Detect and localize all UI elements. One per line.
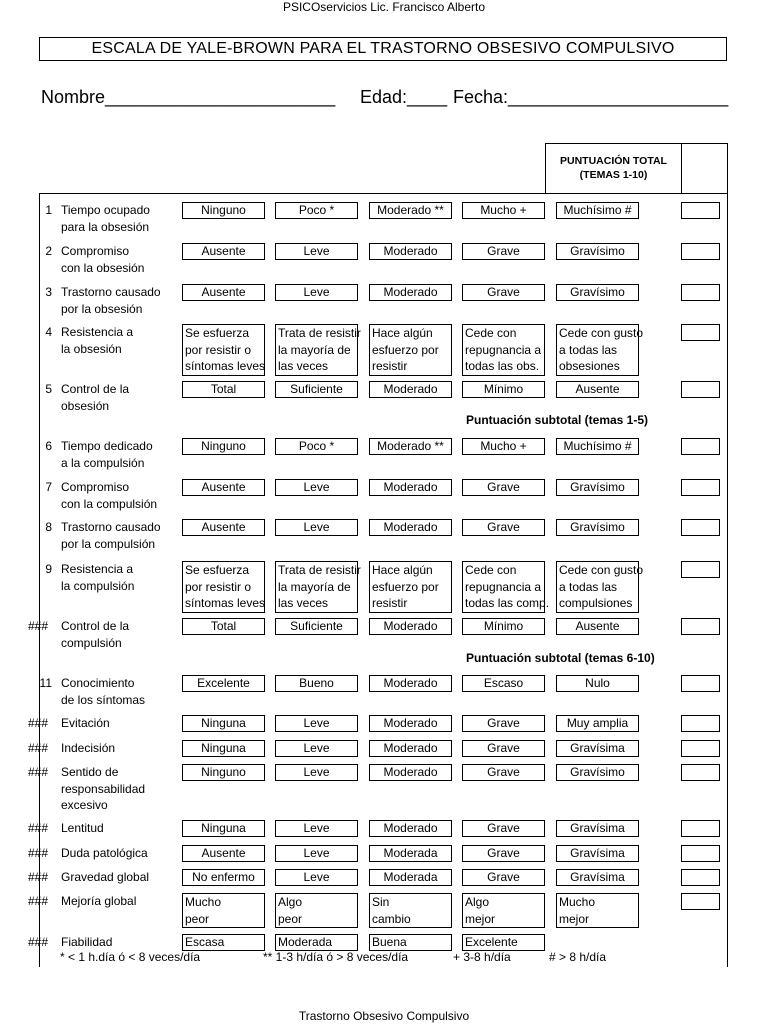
option-line: resistir [372, 359, 408, 373]
option-box[interactable]: Mucho + [462, 438, 545, 455]
option-box[interactable]: Moderada [369, 845, 452, 862]
option-box[interactable]: Ninguno [182, 764, 265, 781]
item-label-line: Resistencia a [61, 325, 134, 339]
item-label [61, 893, 179, 910]
item-label [61, 381, 179, 414]
option-line: a todas las [559, 342, 618, 357]
score-input-box[interactable] [681, 381, 720, 398]
option-box[interactable] [369, 893, 452, 928]
option-line: resistir [372, 596, 408, 610]
item-label-line: Lentitud [61, 821, 104, 835]
footnote-4: # > 8 h/día [549, 950, 607, 964]
option-box[interactable]: Nulo [556, 675, 639, 692]
item-label [61, 202, 179, 235]
option-line: Algo [278, 895, 303, 909]
score-input-box[interactable] [681, 869, 720, 886]
item-label-line: Control de la [61, 619, 130, 633]
option-line: Se esfuerza [185, 563, 250, 577]
option-box[interactable]: Ausente [182, 284, 265, 301]
score-input-box[interactable] [681, 519, 720, 536]
option-box[interactable] [275, 561, 361, 613]
item-label-line: Resistencia a [61, 562, 134, 576]
score-input-box[interactable] [681, 893, 720, 910]
option-box[interactable] [462, 893, 545, 928]
option-box[interactable]: Leve [275, 764, 358, 781]
option-line: repugnancia a [465, 342, 542, 357]
date-field[interactable]: Fecha:______________________ [453, 87, 729, 107]
score-input-box[interactable] [681, 715, 720, 732]
option-box[interactable]: Moderado [369, 820, 452, 837]
option-box[interactable]: Ninguna [182, 740, 265, 757]
item-label-line: Trastorno causado [61, 285, 161, 299]
item-number: ### [27, 765, 48, 779]
option-box[interactable]: Moderado ** [369, 202, 452, 219]
item-label-line: Tiempo ocupado [61, 203, 150, 217]
option-box[interactable]: Leve [275, 479, 358, 496]
subtotal-obsessions: Puntuación subtotal (temas 1-5) [466, 413, 649, 427]
option-box[interactable]: Grave [462, 715, 545, 732]
option-box[interactable]: Moderado [369, 381, 452, 398]
option-box[interactable]: Ninguno [182, 202, 265, 219]
option-box[interactable]: Moderado ** [369, 438, 452, 455]
option-box[interactable]: Moderada [275, 934, 358, 951]
option-line: Trata de resistir [278, 563, 361, 577]
option-box[interactable]: Suficiente [275, 618, 358, 635]
item-number: 9 [45, 562, 52, 576]
option-box[interactable]: Mínimo [462, 618, 545, 635]
option-line: todas las obs. [465, 359, 540, 373]
item-number: 3 [45, 285, 52, 299]
option-line: por resistir o [185, 579, 252, 594]
item-number: 1 [45, 203, 52, 217]
option-box[interactable]: Mucho + [462, 202, 545, 219]
option-line: cambio [372, 911, 411, 926]
option-line: las veces [278, 359, 329, 373]
option-box[interactable]: Ausente [556, 381, 639, 398]
option-line: Sin [372, 895, 390, 909]
page-header: PSICOservicios Lic. Francisco Alberto [282, 0, 486, 14]
option-line: Cede con [465, 326, 517, 340]
option-box[interactable]: Muchísimo # [556, 202, 639, 219]
option-line: las veces [278, 596, 329, 610]
option-line: todas las comp. [465, 596, 550, 610]
option-box[interactable] [462, 561, 550, 613]
option-box[interactable]: Leve [275, 869, 358, 886]
option-line: Se esfuerza [185, 326, 250, 340]
option-box[interactable]: Ausente [556, 618, 639, 635]
item-label-line: Fiabilidad [61, 935, 113, 949]
option-box[interactable]: Suficiente [275, 381, 358, 398]
option-line: Hace algún [372, 326, 433, 340]
option-line: Cede con gusto [559, 563, 644, 577]
option-box[interactable]: Excelente [462, 934, 545, 951]
option-line: a todas las [559, 579, 618, 594]
option-box[interactable]: Gravísimo [556, 479, 639, 496]
option-line: repugnancia a [465, 579, 542, 594]
option-box[interactable]: Moderado [369, 479, 452, 496]
score-input-box[interactable] [681, 618, 720, 635]
item-label-line: a la compulsión [61, 455, 145, 470]
item-label-line: Trastorno causado [61, 520, 161, 534]
item-label-line: excesivo [61, 798, 108, 812]
item-label-line: Indecisión [61, 741, 116, 755]
item-label [61, 740, 179, 757]
option-box[interactable] [556, 561, 644, 613]
item-label [61, 479, 179, 512]
option-box[interactable]: Leve [275, 820, 358, 837]
item-label [61, 764, 179, 814]
item-label [61, 869, 179, 886]
option-box[interactable]: Leve [275, 519, 358, 536]
item-label-line: con la obsesión [61, 260, 145, 275]
option-box[interactable]: Gravísima [556, 740, 639, 757]
option-box[interactable]: Poco * [275, 202, 358, 219]
item-number: ### [27, 846, 48, 860]
option-box[interactable]: Moderado [369, 675, 452, 692]
item-number: ### [27, 821, 48, 835]
item-number: ### [27, 935, 48, 949]
score-input-box[interactable] [681, 675, 720, 692]
option-box[interactable]: Escaso [462, 675, 545, 692]
item-label [61, 675, 179, 708]
option-box[interactable]: Grave [462, 820, 545, 837]
option-line: Mucho [559, 895, 596, 909]
item-label [61, 284, 179, 317]
option-box[interactable] [556, 324, 644, 376]
item-label-line: Compromiso [61, 480, 130, 494]
option-line: peor [185, 911, 210, 926]
score-input-box[interactable] [681, 284, 720, 301]
item-number: ### [27, 870, 48, 884]
item-label [61, 934, 179, 951]
item-number: ### [27, 741, 48, 755]
item-label-line: la obsesión [61, 341, 122, 356]
option-box[interactable] [462, 324, 545, 376]
item-label-line: Sentido de [61, 765, 119, 779]
item-label-line: Evitación [61, 716, 110, 730]
option-box[interactable] [369, 561, 452, 613]
option-box[interactable]: Muy amplia [556, 715, 639, 732]
option-box[interactable]: Moderado [369, 243, 452, 260]
option-box[interactable]: Grave [462, 284, 545, 301]
total-score-label: PUNTUACIÓN TOTAL (TEMAS 1-10) [546, 144, 682, 193]
option-box[interactable]: Gravísima [556, 869, 639, 886]
option-box[interactable]: Moderado [369, 764, 452, 781]
option-box[interactable]: Gravísima [556, 820, 639, 837]
total-score-table [545, 143, 728, 194]
option-box[interactable] [275, 893, 358, 928]
item-label-line: por la compulsión [61, 536, 156, 551]
subtotal-compulsions: Puntuación subtotal (temas 6-10) [466, 651, 655, 665]
option-box[interactable]: Grave [462, 845, 545, 862]
item-number: 7 [45, 480, 52, 494]
item-label [61, 820, 179, 837]
item-label-line: la compulsión [61, 578, 135, 593]
item-label-line: con la compulsión [61, 496, 158, 511]
option-line: obsesiones [559, 359, 620, 373]
score-input-box[interactable] [681, 202, 720, 219]
score-input-box[interactable] [681, 243, 720, 260]
page-title: ESCALA DE YALE-BROWN PARA EL TRASTORNO OBSESIVO COMPULSIVO [39, 37, 727, 61]
age-field[interactable]: Edad:____ [360, 87, 448, 107]
option-box[interactable]: Buena [369, 934, 452, 951]
item-label [61, 324, 179, 357]
item-label-line: Gravedad global [61, 870, 150, 884]
option-box[interactable]: No enfermo [182, 869, 265, 886]
footnote-2: ** 1-3 h/día ó > 8 veces/día [263, 950, 409, 964]
option-line: síntomas leves [185, 359, 266, 373]
score-input-box[interactable] [681, 561, 720, 578]
item-number: 2 [45, 244, 52, 258]
item-label [61, 243, 179, 276]
item-label-line: responsabilidad [61, 781, 146, 796]
item-number: 11 [39, 676, 52, 690]
option-box[interactable]: Grave [462, 519, 545, 536]
item-number: 6 [45, 439, 52, 453]
option-line: peor [278, 911, 303, 926]
item-label [61, 715, 179, 732]
option-box[interactable]: Total [182, 381, 265, 398]
option-box[interactable]: Gravísimo [556, 243, 639, 260]
option-box[interactable]: Moderada [369, 869, 452, 886]
option-box[interactable]: Leve [275, 715, 358, 732]
item-label-line: Compromiso [61, 244, 130, 258]
score-input-box[interactable] [681, 820, 720, 837]
option-box[interactable]: Gravísimo [556, 519, 639, 536]
option-box[interactable]: Ausente [182, 845, 265, 862]
option-line: mejor [465, 911, 496, 926]
option-line: Cede con [465, 563, 517, 577]
footnote-1: * < 1 h.día ó < 8 veces/día [60, 950, 201, 964]
option-box[interactable]: Leve [275, 740, 358, 757]
option-box[interactable]: Grave [462, 243, 545, 260]
option-box[interactable]: Leve [275, 845, 358, 862]
option-box[interactable] [275, 324, 361, 376]
option-line: esfuerzo por [372, 342, 439, 357]
option-box[interactable]: Bueno [275, 675, 358, 692]
item-number: ### [27, 619, 48, 633]
page-footer: Trastorno Obsesivo Compulsivo [298, 1009, 470, 1023]
item-number: 4 [45, 325, 52, 339]
option-box[interactable]: Grave [462, 479, 545, 496]
option-box[interactable]: Moderado [369, 715, 452, 732]
option-box[interactable] [182, 324, 265, 376]
item-number: 5 [45, 382, 52, 396]
option-box[interactable]: Ausente [182, 243, 265, 260]
item-number: ### [27, 894, 48, 908]
item-label [61, 845, 179, 862]
item-label-line: por la obsesión [61, 301, 143, 316]
item-label-line: obsesión [61, 398, 110, 413]
score-input-box[interactable] [681, 438, 720, 455]
option-box[interactable]: Moderado [369, 284, 452, 301]
item-label-line: Conocimiento [61, 676, 135, 690]
option-box[interactable]: Ninguna [182, 820, 265, 837]
option-line: Cede con gusto [559, 326, 644, 340]
option-box[interactable]: Moderado [369, 740, 452, 757]
name-field[interactable]: Nombre_______________________ [41, 87, 336, 107]
option-line: Mucho [185, 895, 222, 909]
option-box[interactable] [182, 893, 265, 928]
option-line: Hace algún [372, 563, 433, 577]
option-box[interactable]: Total [182, 618, 265, 635]
item-label-line: Duda patológica [61, 846, 148, 860]
item-label [61, 438, 179, 471]
option-box[interactable]: Gravísimo [556, 284, 639, 301]
option-line: la mayoría de [278, 342, 351, 357]
option-box[interactable]: Ausente [182, 479, 265, 496]
option-box[interactable] [556, 893, 639, 928]
item-label-line: Control de la [61, 382, 130, 396]
option-box[interactable]: Gravísimo [556, 764, 639, 781]
option-line: la mayoría de [278, 579, 351, 594]
item-label [61, 561, 179, 594]
item-label-line: para la obsesión [61, 219, 150, 234]
option-box[interactable]: Grave [462, 740, 545, 757]
item-number: 8 [45, 520, 52, 534]
option-box[interactable]: Muchísimo # [556, 438, 639, 455]
option-box[interactable]: Leve [275, 243, 358, 260]
item-number: ### [27, 716, 48, 730]
item-label [61, 519, 179, 552]
option-line: Algo [465, 895, 490, 909]
option-line: esfuerzo por [372, 579, 439, 594]
score-input-box[interactable] [681, 764, 720, 781]
item-label-line: de los síntomas [61, 692, 146, 707]
option-box[interactable]: Escasa [182, 934, 265, 951]
score-input-box[interactable] [681, 479, 720, 496]
option-box[interactable]: Moderado [369, 618, 452, 635]
option-box[interactable]: Ausente [182, 519, 265, 536]
option-box[interactable]: Ninguna [182, 715, 265, 732]
option-line: Trata de resistir [278, 326, 361, 340]
option-box[interactable]: Gravísima [556, 845, 639, 862]
item-label-line: Tiempo dedicado [61, 439, 153, 453]
option-line: mejor [559, 911, 590, 926]
score-input-box[interactable] [681, 740, 720, 757]
option-line: compulsiones [559, 596, 633, 610]
option-line: síntomas leves [185, 596, 266, 610]
option-box[interactable] [369, 324, 452, 376]
option-box[interactable]: Poco * [275, 438, 358, 455]
option-box[interactable]: Excelente [182, 675, 265, 692]
option-box[interactable]: Grave [462, 869, 545, 886]
option-box[interactable]: Mínimo [462, 381, 545, 398]
option-box[interactable]: Moderado [369, 519, 452, 536]
option-box[interactable]: Leve [275, 284, 358, 301]
item-label-line: compulsión [61, 635, 122, 650]
option-box[interactable]: Ninguno [182, 438, 265, 455]
item-label-line: Mejoría global [61, 894, 137, 908]
footnote-3: + 3-8 h/día [453, 950, 511, 964]
option-line: por resistir o [185, 342, 252, 357]
option-box[interactable] [182, 561, 265, 613]
score-input-box[interactable] [681, 324, 720, 341]
option-box[interactable]: Grave [462, 764, 545, 781]
score-input-box[interactable] [681, 845, 720, 862]
item-label [61, 618, 179, 651]
